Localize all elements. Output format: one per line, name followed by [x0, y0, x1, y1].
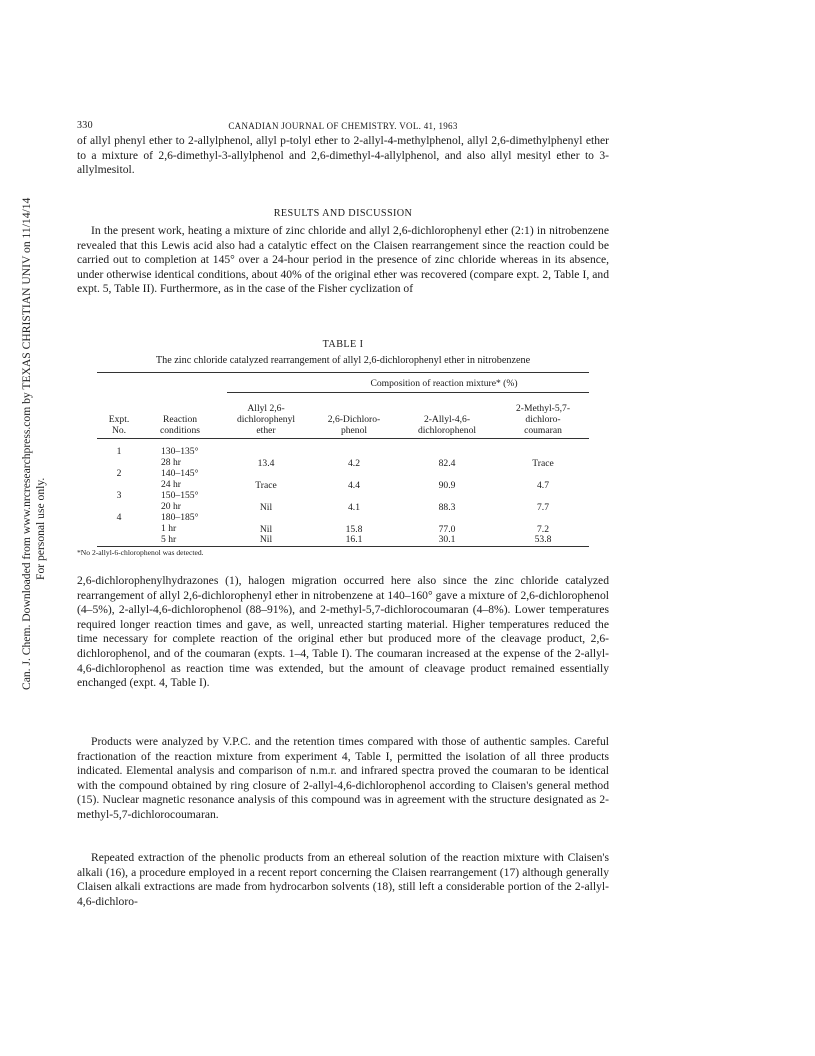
header-rule — [97, 438, 589, 439]
table-cell-dcp: 4.2 — [348, 458, 360, 469]
paragraph-2: 2,6-dichlorophenylhydrazones (1), halogen migration occurred here also since the zinc chloride catalyzed rearrangement of allyl 2,6-dichlorophenyl ether in nitrobenzene at 140–160° gave a mixture of 2,6-dichlorophenol (4–5%), 2-allyl-4,6-dichlorophenol (88–91%), and 2-methyl-5,7-dichlorocoumaran (4–8%). Lower temperatures required longer reaction times and gave, as well, unreacted starting material. Higher temperatures reduced the time necessary for complete reaction of the original ether but produced more of the cleavage product, 2,6-dichlorophenol, and of the coumaran (expts. 1–4, Table I). The coumaran increased at the expense of the 2-allyl-4,6-dichlorophenol as reaction time was extended, but the amount of cleavage product remained essentially enchanged (expt. 4, Table I). — [77, 574, 609, 690]
composition-header: Composition of reaction mixture* (%) — [370, 378, 518, 389]
page-number: 330 — [77, 120, 93, 131]
col-header-conditions: Reaction conditions — [160, 414, 200, 436]
col-header-dichlorophenol: 2,6-Dichloro- phenol — [327, 414, 381, 436]
paragraph-3: Products were analyzed by V.P.C. and the retention times compared with those of authentic samples. Careful fractionation of the reaction mixture from experiment 4, Table I, permitted the isolation of all three products indicated. Elemental analysis and comparison of n.m.r. and infrared spectra proved the coumaran to be identical with the compound obtained by ring closure of 2-allyl-4,6-dichlorophenol according to Claisen's general method (15). Nuclear magnetic resonance analysis of this compound was in agreement with the structure designated as 2-methyl-5,7-dichlorocoumaran. — [77, 735, 609, 821]
table-cell-time: 1 hr — [161, 523, 177, 534]
table-cell-dcp: 4.1 — [348, 502, 360, 513]
table-cell-dcp: 4.4 — [348, 480, 360, 491]
table-cell-time: 24 hr — [161, 479, 181, 490]
table-cell-no: 4 — [116, 512, 122, 523]
table-cell-temp: 140–145° — [161, 468, 199, 479]
paragraph-1: In the present work, heating a mixture of zinc chloride and allyl 2,6-dichlorophenyl ether (2:1) in nitrobenzene revealed that this Lewis acid also had a catalytic effect on the Claisen rearrangement since the reaction could be carried out to completion at 145° over a 24-hour period in the presence of zinc chloride whereas in its absence, under otherwise identical conditions, about 40% of the original ether was recovered (compare expt. 2, Table I, and expt. 5, Table II). Furthermore, as in the case of the Fisher cyclization of — [77, 224, 609, 296]
table-cell-time: 5 hr — [161, 534, 177, 545]
table-cell-dcp: 15.8 — [345, 524, 363, 535]
table-cell-dcp: 16.1 — [345, 534, 363, 545]
table-bottom-rule — [97, 546, 589, 547]
table-label: TABLE I — [322, 339, 364, 350]
paragraph-4: Repeated extraction of the phenolic products from an ethereal solution of the reaction mixture with Claisen's alkali (16), a procedure employed in a recent report concerning the Claisen rearrangement (17) although generally Claisen alkali extractions are made from hydrocarbon solvents (18), still left a considerable portion of the 2-allyl-4,6-dichloro- — [77, 851, 609, 908]
table-cell-adcp: 90.9 — [438, 480, 456, 491]
table-cell-time: 20 hr — [161, 501, 181, 512]
table-cell-adcp: 82.4 — [438, 458, 456, 469]
table-cell-coumaran: 4.7 — [537, 480, 549, 491]
journal-title: CANADIAN JOURNAL OF CHEMISTRY. VOL. 41, 1963 — [228, 121, 458, 131]
table-cell-allyl: Nil — [259, 534, 273, 545]
table-cell-temp: 180–185° — [161, 512, 199, 523]
col-header-allyl-dichlorophenol: 2-Allyl-4,6- dichlorophenol — [417, 414, 477, 436]
table-cell-adcp: 88.3 — [438, 502, 456, 513]
table-cell-allyl: Nil — [259, 524, 273, 535]
table-cell-temp: 130–135° — [161, 446, 199, 457]
table-footnote: *No 2-allyl-6-chlorophenol was detected. — [77, 548, 204, 557]
table-cell-no: 2 — [116, 468, 122, 479]
table-cell-coumaran: 53.8 — [534, 534, 552, 545]
table-cell-temp: 150–155° — [161, 490, 199, 501]
table-cell-adcp: 77.0 — [438, 524, 456, 535]
table-cell-allyl: Trace — [255, 480, 277, 491]
table-cell-coumaran: 7.2 — [537, 524, 549, 535]
table-cell-no: 1 — [116, 446, 122, 457]
table-cell-coumaran: Trace — [532, 458, 554, 469]
table-cell-allyl: 13.4 — [257, 458, 275, 469]
table-caption: The zinc chloride catalyzed rearrangement of allyl 2,6-dichlorophenyl ether in nitrobenzene — [155, 355, 531, 366]
download-note: Can. J. Chem. Downloaded from www.nrcresearchpress.com by TEXAS CHRISTIAN UNIV on 11/14/14 — [20, 197, 33, 690]
intro-paragraph: of allyl phenyl ether to 2-allylphenol, allyl p-tolyl ether to 2-allyl-4-methylphenol, allyl 2,6-dimethylphenyl ether to a mixture of 2,6-dimethyl-3-allylphenol and 2,6-dimethyl-4-allylphenol, and also allyl mesityl ether to 3-allylmesitol. — [77, 134, 609, 177]
table-cell-allyl: Nil — [259, 502, 273, 513]
group-rule — [227, 392, 589, 393]
col-header-expt: Expt. No. — [108, 414, 130, 436]
col-header-coumaran: 2-Methyl-5,7- dichloro- coumaran — [515, 403, 571, 436]
table-top-rule — [97, 372, 589, 373]
personal-use-note: For personal use only. — [34, 477, 47, 580]
table-cell-time: 28 hr — [161, 457, 181, 468]
col-header-allyl-ether: Allyl 2,6- dichlorophenyl ether — [236, 403, 296, 436]
table-cell-adcp: 30.1 — [438, 534, 456, 545]
section-heading: RESULTS AND DISCUSSION — [273, 208, 413, 219]
table-cell-no: 3 — [116, 490, 122, 501]
table-cell-coumaran: 7.7 — [537, 502, 549, 513]
